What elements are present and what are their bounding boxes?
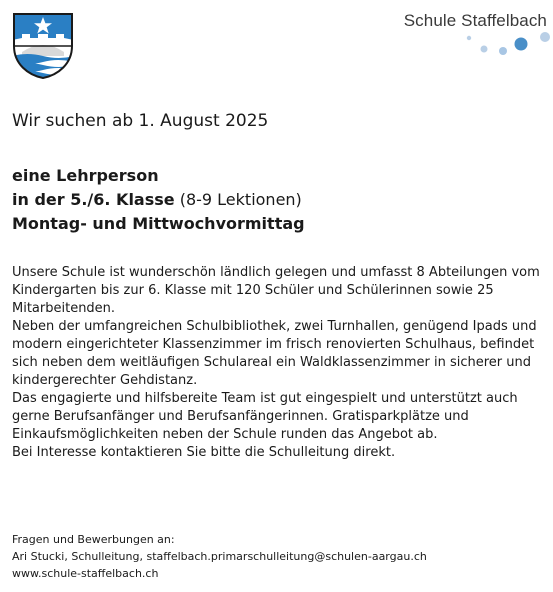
role-line-2 [12,188,305,212]
role-lessons: (8-9 Lektionen) [174,190,302,209]
paragraph-facilities: Neben der umfangreichen Schulbibliothek, zwei Turnhallen, genügend Ipads und modern eingerichteter Klassenzimmer im frisch renovierten Schulhaus, befindet sich neben dem weitläufigen Schulareal ein Waldklassenzimmer in sicherer und kindergerechter Gehdistanz. [12,319,537,388]
role-line-3: Montag- und Mittwochvormittag [12,214,305,233]
role-class: in der 5./6. Klasse [12,190,175,209]
contact-block [12,531,427,582]
school-name: Schule Staffelbach [403,11,547,30]
contact-person: Ari Stucki, Schulleitung, staffelbach.primarschulleitung@schulen-aargau.ch [12,550,427,563]
role-line-1: eine Lehrperson [12,166,159,185]
paragraph-team: Das engagierte und hilfsbereite Team ist gut eingespielt und unterstützt auch gerne Berufsanfänger und Berufsanfängerinnen. Gratisparkplätze und Einkaufsmöglichkeiten neben der Schule runden das Angebot ab. [12,391,518,442]
paragraph-school: Unsere Schule ist wunderschön ländlich gelegen und umfasst 8 Abteilungen vom Kindergarten bis zur 6. Klasse mit 120 Schüler und Schülerinnen sowie 25 Mitarbeitenden. [12,265,540,316]
intro-line: Wir suchen ab 1. August 2025 [12,111,269,131]
contact-website: www.schule-staffelbach.ch [12,567,159,580]
paragraph-contact-note: Bei Interesse kontaktieren Sie bitte die Schulleitung direkt. [12,445,396,460]
contact-heading: Fragen und Bewerbungen an: [12,533,175,546]
decorative-dots-icon [466,32,552,58]
position-block [12,164,305,236]
coat-of-arms-icon [12,12,74,80]
description [12,264,552,462]
